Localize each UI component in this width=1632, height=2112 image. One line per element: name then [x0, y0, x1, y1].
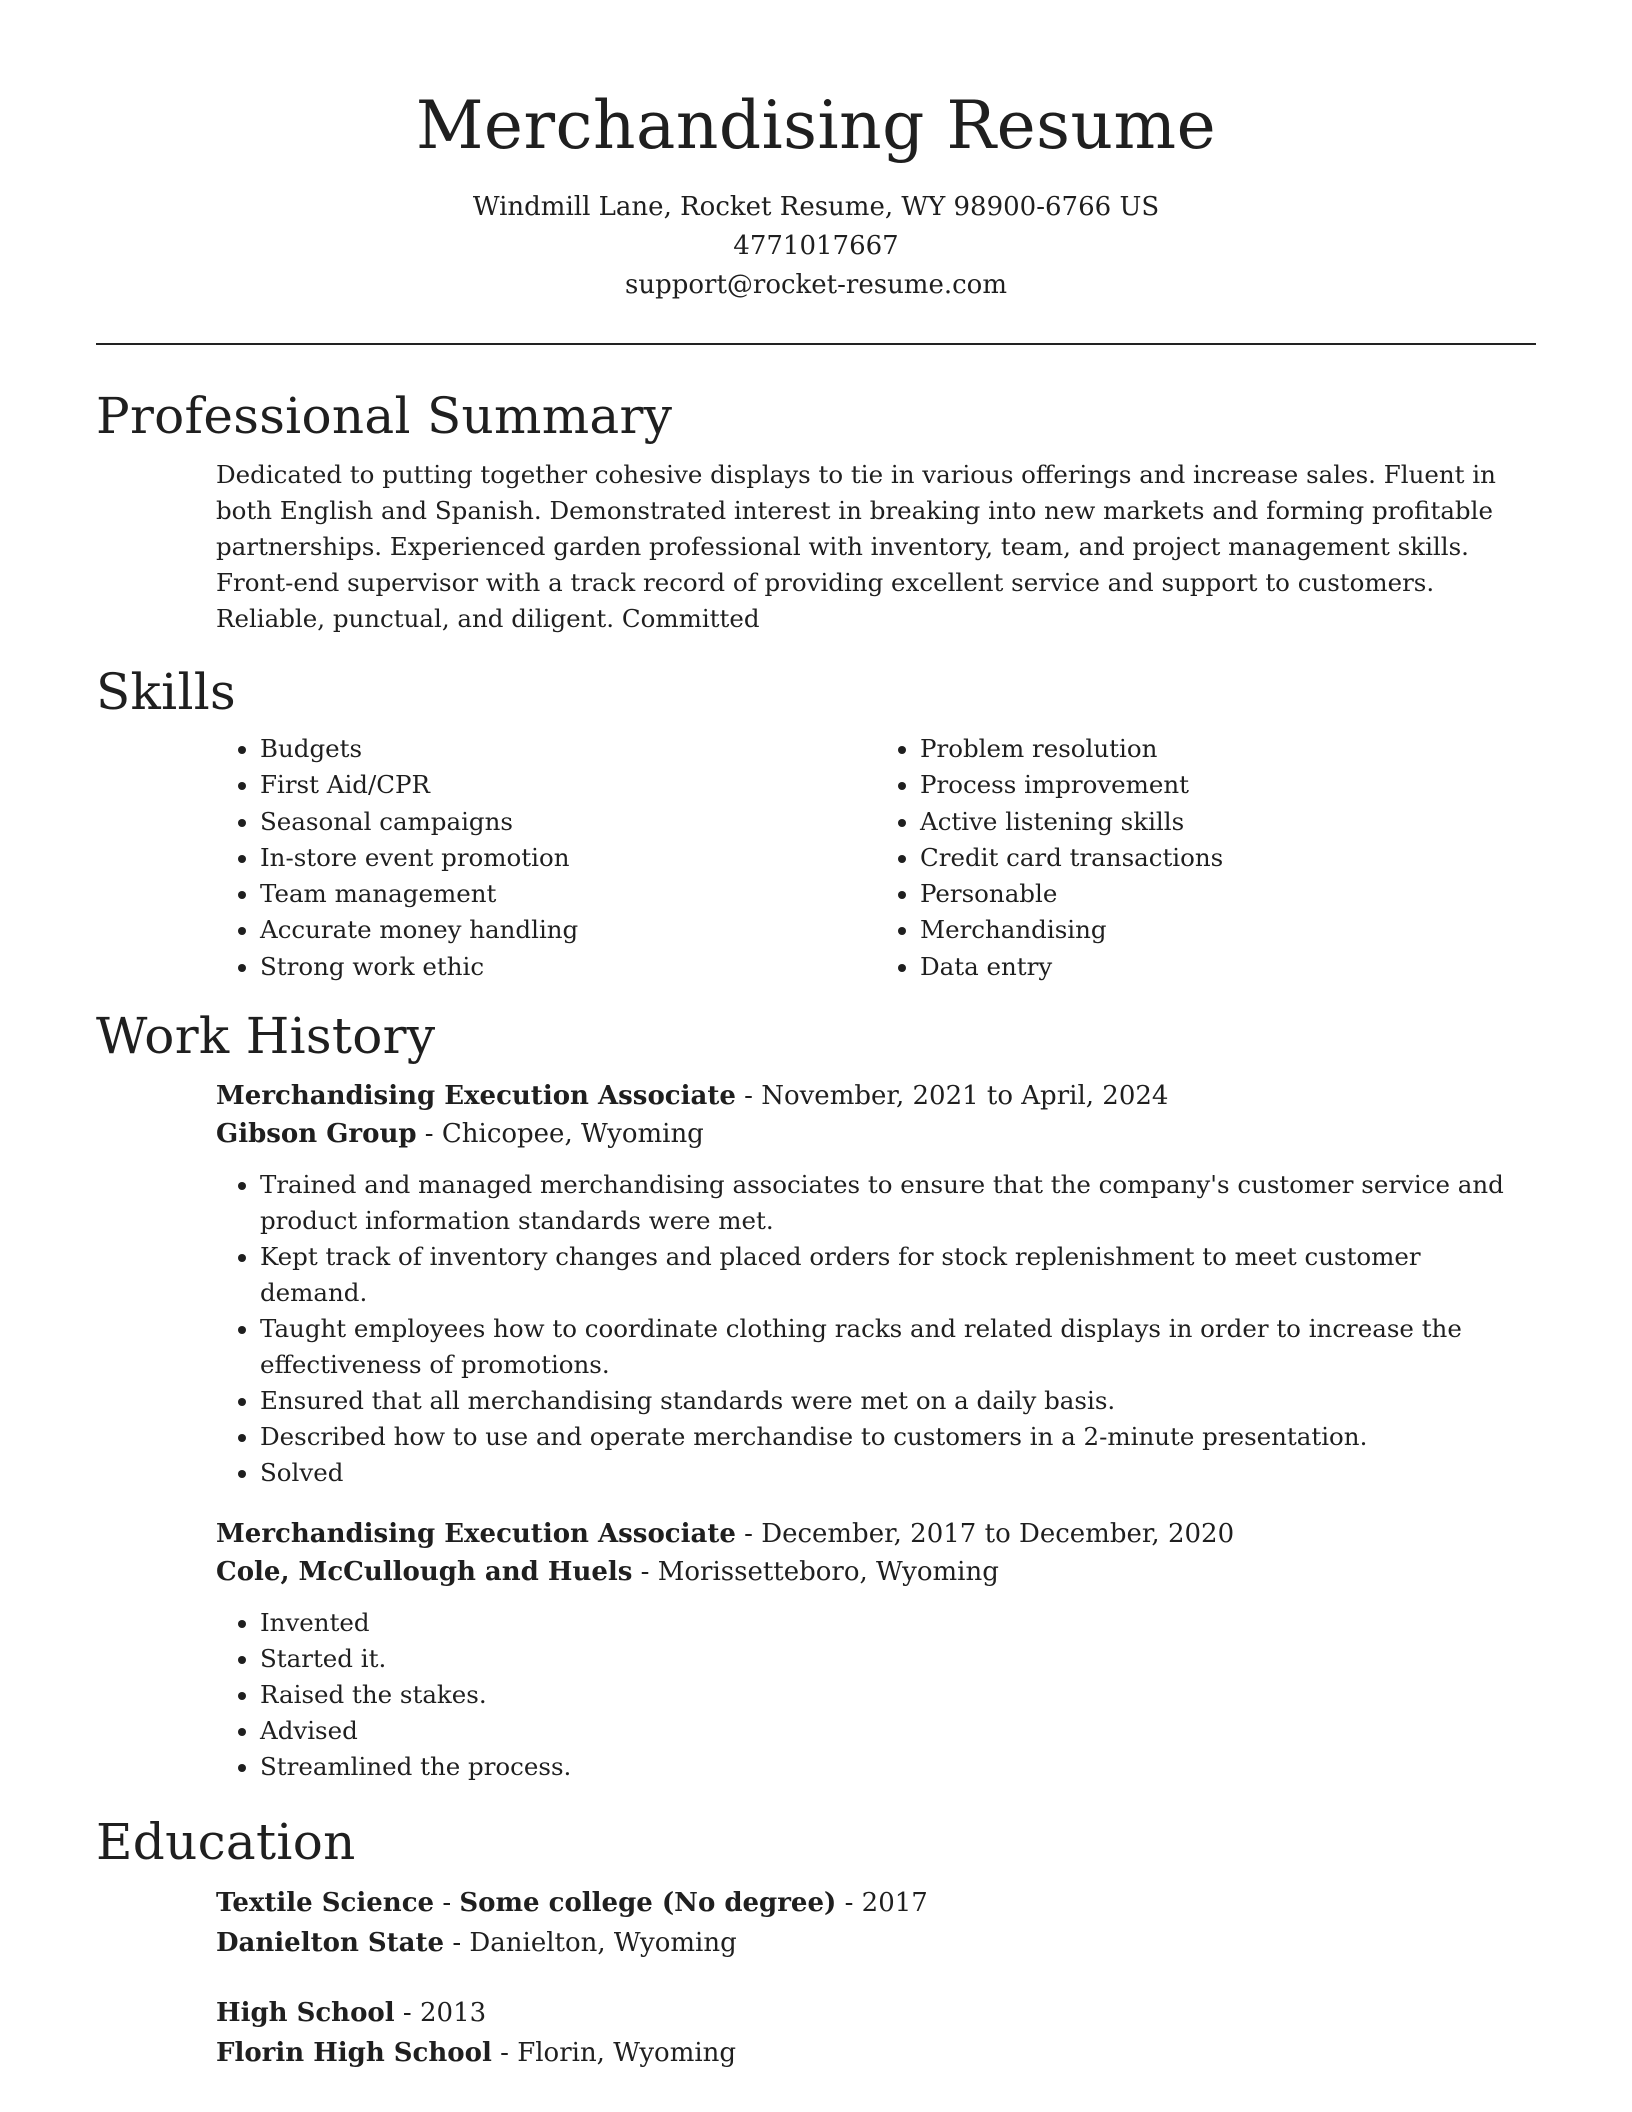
- education-location: Danielton, Wyoming: [469, 1928, 737, 1959]
- job-title: Merchandising Execution Associate: [216, 1081, 736, 1112]
- job-bullet: • Taught employees how to coordinate clothing racks and related displays in order to increase the effectiveness of promotions.: [260, 1311, 1510, 1383]
- education-heading: Education: [96, 1813, 356, 1872]
- contact-block: [96, 188, 1536, 305]
- skills-heading: Skills: [96, 663, 236, 721]
- job-company: Gibson Group: [216, 1119, 417, 1150]
- skill-item: • Process improvement: [920, 767, 1536, 803]
- job-bullet: • Solved: [260, 1455, 1510, 1491]
- skill-item: • Seasonal campaigns: [260, 804, 876, 840]
- job-company-line: Gibson Group - Chicopee, Wyoming: [216, 1119, 704, 1150]
- education-school: Florin High School: [216, 2038, 492, 2069]
- job-entry: [216, 1515, 1536, 1785]
- job-location: Chicopee, Wyoming: [441, 1119, 704, 1150]
- job-title-line: Merchandising Execution Associate - November, 2021 to April, 2024: [216, 1081, 1169, 1112]
- skill-item: • In-store event promotion: [260, 840, 876, 876]
- job-bullet: • Kept track of inventory changes and placed orders for stock replenishment to meet customer demand.: [260, 1239, 1510, 1311]
- skill-item: • Budgets: [260, 731, 876, 767]
- education-school-line: Danielton State - Danielton, Wyoming: [216, 1928, 737, 1959]
- job-entry: [216, 1077, 1536, 1491]
- contact-phone: 4771017667: [733, 231, 899, 261]
- skills-column-right: [876, 731, 1536, 985]
- skill-item: • Accurate money handling: [260, 912, 876, 948]
- resume-title: Merchandising Resume: [415, 87, 1217, 164]
- job-company: Cole, McCullough and Huels: [216, 1557, 633, 1588]
- education-school-line: Florin High School - Florin, Wyoming: [216, 2038, 737, 2069]
- job-responsibilities: [216, 1605, 1510, 1785]
- contact-email: support@rocket-resume.com: [624, 270, 1007, 300]
- contact-address: Windmill Lane, Rocket Resume, WY 98900-6766 US: [472, 192, 1160, 222]
- education-entry: [216, 1993, 1536, 2073]
- summary-heading: Professional Summary: [96, 387, 673, 445]
- resume-page: [96, 0, 1536, 2073]
- skill-item: • Team management: [260, 876, 876, 912]
- job-bullet: • Started it.: [260, 1641, 1510, 1677]
- education-field: Textile Science: [216, 1888, 435, 1919]
- job-company-line: Cole, McCullough and Huels - Morissetteboro, Wyoming: [216, 1557, 999, 1588]
- skill-item: • First Aid/CPR: [260, 767, 876, 803]
- job-bullet: • Ensured that all merchandising standards were met on a daily basis.: [260, 1383, 1510, 1419]
- job-dates: December, 2017 to December, 2020: [761, 1519, 1235, 1550]
- summary-text: Dedicated to putting together cohesive displays to tie in various offerings and increase sales. Fluent in both English and Spanish. Demonstrated interest in breaking into new markets and forming profitable partnerships. Experienced garden professional with inventory, team, and project management skills. Front-end supervisor with a track record of providing excellent service and support to customers. Reliable, punctual, and diligent. Committed: [216, 460, 1496, 633]
- job-dates: November, 2021 to April, 2024: [761, 1081, 1169, 1112]
- education-year: 2017: [861, 1888, 928, 1919]
- skills-list: [216, 731, 1536, 985]
- skill-item: • Credit card transactions: [920, 840, 1536, 876]
- education-entry: [216, 1883, 1536, 1963]
- work-history-heading: Work History: [96, 1007, 436, 1066]
- skill-item: • Active listening skills: [920, 804, 1536, 840]
- education-degree-line: High School - 2013: [216, 1998, 487, 2029]
- skill-item: • Data entry: [920, 949, 1536, 985]
- education-location: Florin, Wyoming: [517, 2038, 737, 2069]
- education-degree: Some college (No degree): [459, 1888, 837, 1919]
- job-bullet: • Trained and managed merchandising associates to ensure that the company's customer service and product information standards were met.: [260, 1167, 1510, 1239]
- job-bullet: • Raised the stakes.: [260, 1677, 1510, 1713]
- job-location: Morissetteboro, Wyoming: [657, 1557, 999, 1588]
- job-bullet: • Advised: [260, 1713, 1510, 1749]
- education-degree-line: Textile Science - Some college (No degree) - 2017: [216, 1888, 928, 1919]
- header-divider: [96, 343, 1536, 345]
- job-bullet: • Streamlined the process.: [260, 1749, 1510, 1785]
- job-bullet: • Invented: [260, 1605, 1510, 1641]
- job-title: Merchandising Execution Associate: [216, 1519, 736, 1550]
- job-title-line: Merchandising Execution Associate - December, 2017 to December, 2020: [216, 1519, 1235, 1550]
- education-year: 2013: [419, 1998, 487, 2029]
- skill-item: • Merchandising: [920, 912, 1536, 948]
- job-bullet: • Described how to use and operate merchandise to customers in a 2-minute presentation.: [260, 1419, 1510, 1455]
- job-responsibilities: [216, 1167, 1510, 1491]
- skill-item: • Personable: [920, 876, 1536, 912]
- skill-item: • Problem resolution: [920, 731, 1536, 767]
- education-degree: High School: [216, 1998, 395, 2029]
- skills-column-left: [216, 731, 876, 985]
- skill-item: • Strong work ethic: [260, 949, 876, 985]
- education-school: Danielton State: [216, 1928, 445, 1959]
